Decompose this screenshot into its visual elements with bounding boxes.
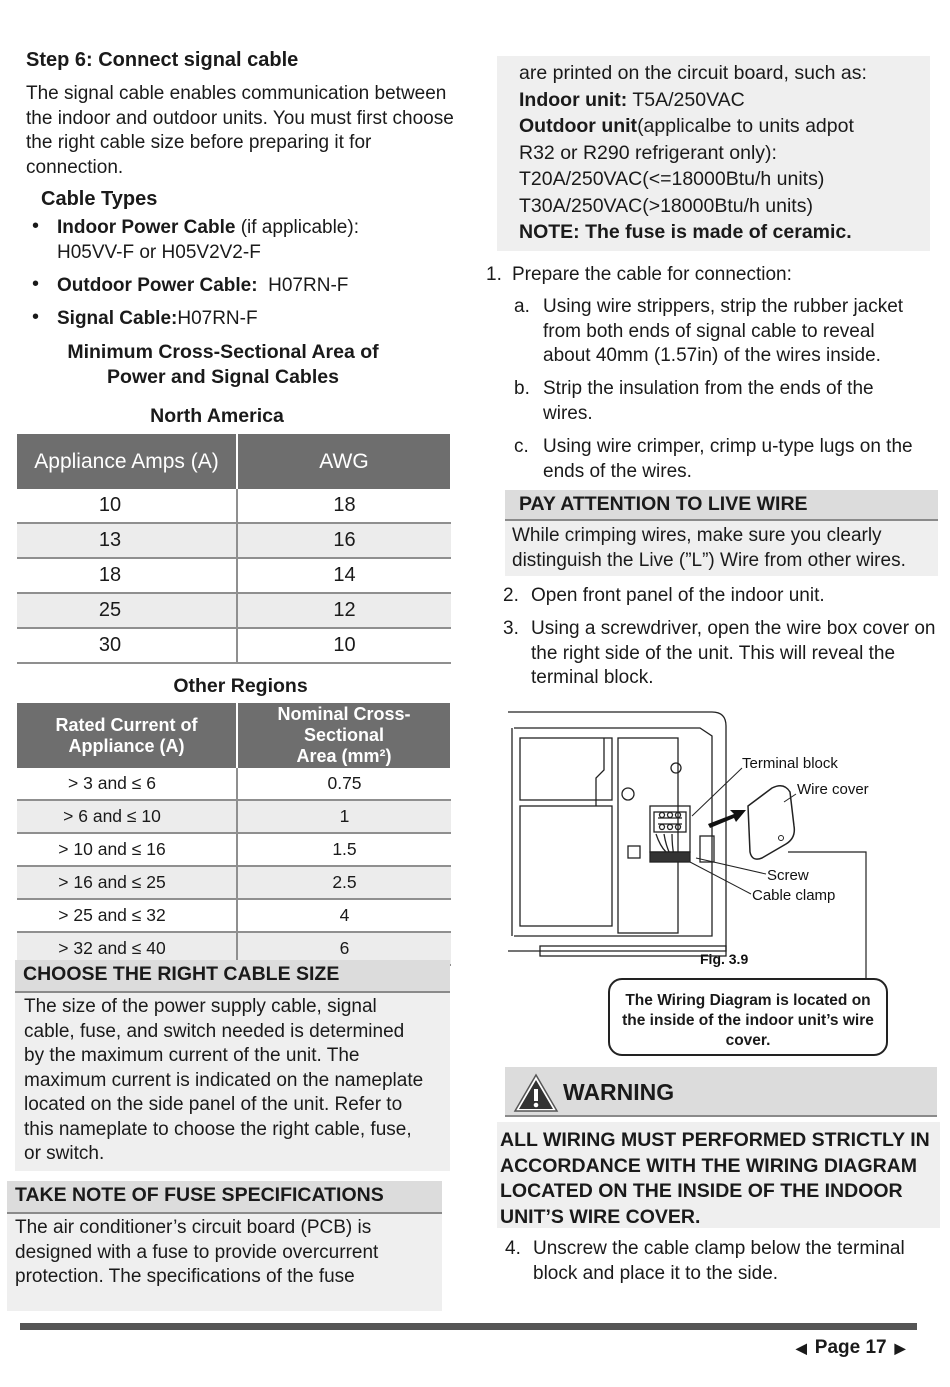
fuse-outdoor-value: (applicalbe to units adpot R32 or R290 refrigerant only): (519, 115, 854, 164)
north-america-heading: North America (150, 405, 284, 427)
table-cell: > 3 and ≤ 6 (17, 768, 237, 800)
choose-size-heading: CHOOSE THE RIGHT CABLE SIZE (15, 960, 450, 993)
step-intro: The signal cable enables communication between the indoor and outdoor units. You must first choose the right cable size before preparing it for connection. (26, 83, 454, 178)
min-area-title-line1: Minimum Cross-Sectional Area of (67, 341, 379, 363)
table-header-amps: Appliance Amps (A) (17, 434, 237, 489)
page-indicator (796, 1337, 905, 1359)
fuse-indoor-line (519, 87, 924, 114)
label-screw: Screw (767, 867, 809, 884)
table-row (17, 593, 451, 628)
table-row (17, 899, 451, 932)
live-wire-heading: PAY ATTENTION TO LIVE WIRE (505, 490, 938, 521)
step-4: Unscrew the cable clamp below the terminal block and place it to the side. (533, 1238, 905, 1284)
fuse-spec-2: T30A/250VAC(>18000Btu/h units) (519, 194, 813, 217)
other-regions-table (17, 703, 452, 966)
table-cell: 4 (237, 899, 451, 932)
fuse-box (7, 1181, 442, 1311)
table-cell: 18 (237, 489, 451, 523)
table-row (17, 523, 451, 558)
bullet-icon: • (32, 273, 40, 295)
table-row (17, 628, 451, 663)
table-header-area (237, 703, 451, 768)
bullet-icon: • (32, 215, 40, 237)
step-1c-letter: c. (514, 436, 529, 457)
table-cell: 1 (237, 800, 451, 833)
footer-rule (20, 1323, 917, 1330)
table-cell: 10 (17, 489, 237, 523)
step-1: Prepare the cable for connection: (512, 264, 792, 285)
table-cell: 14 (237, 558, 451, 593)
cable-item-label: Outdoor Power Cable: (57, 275, 258, 296)
fuse-indoor-label: Indoor unit: (519, 88, 628, 111)
cable-item-label: Signal Cable: (57, 308, 178, 329)
fuse-continuation (519, 60, 924, 246)
table-cell: 0.75 (237, 768, 451, 800)
other-regions-heading: Other Regions (173, 675, 308, 697)
cable-item-label: Indoor Power Cable (57, 217, 236, 238)
cable-item-value: H07RN-F (268, 275, 349, 296)
choose-size-box (15, 960, 450, 1171)
step-4-number: 4. (505, 1238, 521, 1259)
callout-text: The Wiring Diagram is located on the inside of the indoor unit’s wire cover. (622, 992, 874, 1049)
warning-title: WARNING (563, 1079, 675, 1105)
wiring-diagram-callout (608, 978, 888, 1056)
label-terminal-block: Terminal block (742, 755, 838, 772)
step-1b: Strip the insulation from the ends of the wires. (543, 378, 874, 424)
cable-item-note: (if applicable): (235, 217, 359, 238)
north-america-table (17, 434, 452, 664)
header-text: Appliance (A) (68, 735, 185, 756)
live-wire-body: While crimping wires, make sure you clearly distinguish the Live (”L”) Wire from other wires. (512, 525, 906, 571)
min-area-title (18, 340, 428, 390)
table-header-awg: AWG (237, 434, 451, 489)
table-cell: 1.5 (237, 833, 451, 866)
min-area-title-line2: Power and Signal Cables (107, 366, 339, 388)
wire-cover-drawing (708, 786, 794, 859)
table-row (17, 768, 451, 800)
step-2-number: 2. (503, 585, 519, 606)
fuse-heading: TAKE NOTE OF FUSE SPECIFICATIONS (7, 1181, 442, 1214)
step-1c: Using wire crimper, crimp u-type lugs on the ends of the wires. (543, 436, 913, 482)
choose-size-body: The size of the power supply cable, signal cable, fuse, and switch needed is determined by the maximum current of the unit. The maximum current is indicated on the nameplate located on the side panel of the unit. Refer to this nameplate to choose the right cable, fuse, or switch. (24, 996, 424, 1164)
bullet-icon: • (32, 306, 40, 328)
step-2: Open front panel of the indoor unit. (531, 585, 825, 606)
table-cell: > 32 and ≤ 40 (17, 932, 237, 965)
step-1-number: 1. (486, 264, 502, 285)
cable-types-heading: Cable Types (41, 188, 158, 210)
cable-item-outdoor (57, 274, 348, 299)
fuse-outdoor-line (519, 113, 889, 166)
fuse-spec-1: T20A/250VAC(<=18000Btu/h units) (519, 168, 825, 190)
step-1a: Using wire strippers, strip the rubber jacket from both ends of signal cable to reveal about 40mm (1.57in) of the wires inside. (543, 296, 904, 366)
step-3: Using a screwdriver, open the wire box cover on the right side of the unit. This will reveal the terminal block. (531, 618, 936, 688)
warning-triangle-icon (513, 1073, 559, 1113)
step-3-number: 3. (503, 618, 519, 639)
table-row (17, 558, 451, 593)
warning-body: ALL WIRING MUST PERFORMED STRICTLY IN ACCORDANCE WITH THE WIRING DIAGRAM LOCATED ON THE INSIDE OF THE INDOOR UNIT’S WIRE COVER. (500, 1129, 930, 1228)
table-cell: > 6 and ≤ 10 (17, 800, 237, 833)
fuse-continuation-box (497, 56, 930, 251)
table-cell: 25 (17, 593, 237, 628)
fuse-note: NOTE: The fuse is made of ceramic. (519, 221, 852, 243)
header-text: Rated Current of (55, 714, 198, 735)
label-cable-clamp: Cable clamp (752, 887, 836, 904)
table-header-current (17, 703, 237, 768)
table-cell: > 25 and ≤ 32 (17, 899, 237, 932)
header-text: Area (mm²) (296, 746, 392, 766)
table-row (17, 833, 451, 866)
table-cell: 30 (17, 628, 237, 663)
table-cell: 13 (17, 523, 237, 558)
fuse-body: The air conditioner’s circuit board (PCB) is designed with a fuse to provide overcurrent protection. The specifications of the fuse (15, 1217, 379, 1287)
step-1a-letter: a. (514, 296, 530, 317)
fuse-outdoor-label: Outdoor unit (519, 115, 638, 137)
fuse-indoor-value: T5A/250VAC (627, 88, 745, 111)
table-header-row (17, 434, 451, 489)
header-text: Nominal Cross-Sectional (277, 704, 411, 745)
table-row (17, 489, 451, 523)
table-cell: 16 (237, 523, 451, 558)
table-cell: 6 (237, 932, 451, 965)
table-cell: 2.5 (237, 866, 451, 899)
table-cell: 12 (237, 593, 451, 628)
label-wire-cover: Wire cover (797, 781, 869, 798)
table-row (17, 866, 451, 899)
wiring-figure (500, 706, 900, 1006)
table-cell: 18 (17, 558, 237, 593)
prev-page-icon[interactable]: ◀ (796, 1339, 807, 1356)
page-number: Page 17 (814, 1337, 887, 1358)
figure-caption: Fig. 3.9 (700, 951, 749, 967)
table-cell: > 16 and ≤ 25 (17, 866, 237, 899)
fuse-cont-line: are printed on the circuit board, such as: (519, 62, 867, 84)
warning-body-box (497, 1122, 940, 1228)
step-title: Step 6: Connect signal cable (26, 49, 299, 71)
warning-header (505, 1067, 937, 1117)
cable-item-signal (57, 307, 258, 332)
cable-item-value: H07RN-F (177, 308, 258, 329)
next-page-icon[interactable]: ▶ (894, 1339, 906, 1356)
table-header-row (17, 703, 451, 768)
step-1b-letter: b. (514, 378, 530, 399)
table-cell: 10 (237, 628, 451, 663)
live-wire-box (505, 490, 938, 576)
table-row (17, 800, 451, 833)
cable-item-indoor (57, 216, 437, 265)
indoor-unit-drawing (508, 712, 726, 956)
cable-item-value: H05VV-F or H05V2V2-F (57, 241, 261, 263)
table-cell: > 10 and ≤ 16 (17, 833, 237, 866)
